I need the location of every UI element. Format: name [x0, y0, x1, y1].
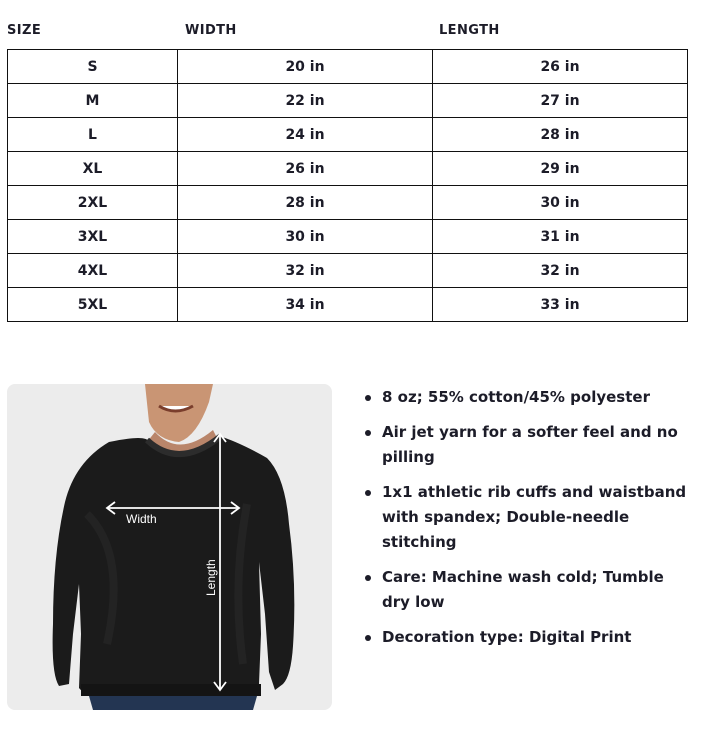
width-cell: 32 in [178, 254, 433, 288]
length-cell: 32 in [433, 254, 688, 288]
list-item: Decoration type: Digital Print [362, 625, 692, 650]
list-item: 1x1 athletic rib cuffs and waistband with spandex; Double-needle stitching [362, 480, 692, 555]
table-row [8, 220, 688, 254]
size-cell: XL [8, 152, 178, 186]
table-row [8, 254, 688, 288]
width-cell: 22 in [178, 84, 433, 118]
header-width: WIDTH [185, 23, 237, 38]
product-image [7, 384, 332, 710]
sweatshirt-illustration [7, 384, 332, 710]
length-cell: 33 in [433, 288, 688, 322]
length-cell: 28 in [433, 118, 688, 152]
table-row [8, 152, 688, 186]
width-cell: 20 in [178, 50, 433, 84]
size-cell: 2XL [8, 186, 178, 220]
size-cell: 5XL [8, 288, 178, 322]
size-chart-header [7, 23, 687, 41]
table-row [8, 288, 688, 322]
width-cell: 34 in [178, 288, 433, 322]
product-features-list [362, 385, 692, 660]
width-cell: 24 in [178, 118, 433, 152]
width-cell: 26 in [178, 152, 433, 186]
table-row [8, 84, 688, 118]
list-item: Air jet yarn for a softer feel and no pilling [362, 420, 692, 470]
length-cell: 26 in [433, 50, 688, 84]
table-row [8, 50, 688, 84]
width-label: Width [126, 512, 157, 526]
length-cell: 31 in [433, 220, 688, 254]
size-cell: L [8, 118, 178, 152]
width-cell: 30 in [178, 220, 433, 254]
header-length: LENGTH [439, 23, 500, 38]
header-size: SIZE [7, 23, 42, 38]
length-cell: 29 in [433, 152, 688, 186]
length-cell: 30 in [433, 186, 688, 220]
size-chart-table [7, 49, 688, 322]
length-cell: 27 in [433, 84, 688, 118]
size-cell: 3XL [8, 220, 178, 254]
width-cell: 28 in [178, 186, 433, 220]
sweatshirt-waistband [81, 684, 261, 696]
size-cell: S [8, 50, 178, 84]
list-item: Care: Machine wash cold; Tumble dry low [362, 565, 692, 615]
list-item: 8 oz; 55% cotton/45% polyester [362, 385, 692, 410]
table-row [8, 186, 688, 220]
length-label: Length [204, 559, 218, 596]
model-jeans [89, 696, 257, 710]
sweatshirt-body [53, 436, 295, 696]
size-cell: M [8, 84, 178, 118]
table-row [8, 118, 688, 152]
size-cell: 4XL [8, 254, 178, 288]
